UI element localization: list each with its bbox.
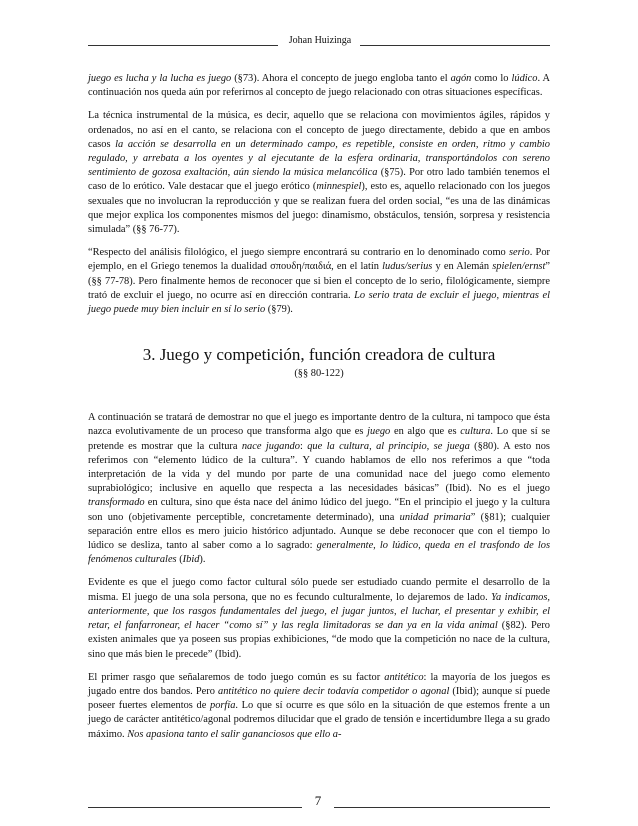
text-run: : la mayoría de los juegos es jugado entre dos bandos. Pero (88, 671, 551, 697)
emphasis: Lo serio trata de excluir el juego, mientras el juego puede muy bien incluir en sí lo serio (88, 289, 550, 316)
emphasis: ludus/serius (382, 261, 433, 273)
emphasis: transformado (88, 497, 145, 509)
emphasis: Ibid (182, 554, 200, 566)
text-run: : (299, 440, 308, 452)
text-run: (§82). Pero existen animales que ya poseen sus propias exhibiciones, “de modo que la competición no nace de la cultura, sino que más bien le precede” (Ibid). (88, 620, 550, 660)
paragraph (88, 109, 550, 237)
paragraph (88, 671, 550, 742)
running-header (88, 33, 550, 49)
text-run: como lo (471, 73, 512, 84)
emphasis: antitético no quiere decir todavía competidor o agonal (218, 685, 450, 697)
emphasis: cultura (460, 426, 491, 438)
text-run: A continuación se tratará de demostrar no que el juego es importante dentro de la cultura, ni tampoco que ésta nazca evolutivamente de un proceso que transforma algo que es (88, 412, 550, 438)
text-run: . Por ejemplo, en el Griego tenemos la dualidad σπουδη/παιδιά, en el latín (88, 247, 550, 273)
text-run: en algo que es (390, 426, 461, 438)
paragraph (88, 72, 550, 100)
footer-rule-left (88, 807, 302, 808)
footer-rule-right (334, 807, 550, 808)
text-run: . A continuación nos queda aún por referirnos al concepto de juego relacionado con otras situaciones específicas. (88, 73, 550, 99)
emphasis: la acción se desarrolla en un determinado campo, es repetible, consiste en orden, ritmo y cambio regulado, y arrebata a los oyentes y al ejecutante de la esfera ordinaria, transportándolos con sereno sentimiento de gozosa exaltación, aún siendo la música melancólica (88, 138, 550, 179)
section-reference: (§§ 80-122) (294, 368, 344, 380)
emphasis: lúdico (511, 73, 538, 84)
emphasis: generalmente, lo lúdico, queda en el trasfondo de los fenómenos culturales (88, 540, 550, 566)
text-run: . Lo que sí se pretende es mostrar que la cultura (88, 426, 550, 452)
emphasis: nace jugando (241, 440, 300, 452)
page-footer (88, 792, 550, 810)
text-run: y en Alemán (432, 261, 493, 273)
emphasis: juego (367, 426, 391, 438)
text-run: ). (199, 554, 206, 566)
text-run: Evidente es que el juego como factor cultural sólo puede ser estudiado cuando permite el desarrollo de la misma. El juego de una sola persona, que no es fecundo culturalmente, lo dejaremos de lado. (88, 577, 550, 603)
text-run: ” (§§ 77-78). Pero finalmente hemos de reconocer que si bien el concepto de lo serio, filológicamente, siempre trató de excluir el juego, no ocurre así en dirección contraria. (88, 261, 550, 301)
text-run: (§75). Por otro lado también tenemos el caso de lo erótico. Vale destacar que el juego erótico ( (88, 167, 550, 193)
emphasis: antitético (384, 671, 424, 683)
text-run: La técnica instrumental de la música, es decir, aquello que se relaciona con movimientos ágiles, rápidos y ordenados, no así en el canto, se relaciona con el concepto de juego directamente, debido a que en ambos casos (88, 110, 550, 150)
text-run: . Lo que sí ocurre es que sólo en la situación de que estemos frente a un juego de carácter antitético/agonal podremos dilucidar que el grado de tensión e incertidumbre llega a su grado máximo. (88, 700, 551, 740)
emphasis: Ya indicamos, anteriormente, que los rasgos fundamentales del juego, el jugar juntos, el luchar, el presentar y exhibir, el retar, el fanfarronear, el hacer “como sí” y las regla limitadoras se dan ya en la vida animal (88, 591, 550, 632)
emphasis: que la cultura, al principio, se juega (307, 440, 470, 452)
emphasis: agón (450, 73, 472, 84)
text-run: El primer rasgo que señalaremos de todo juego común es su factor (88, 671, 385, 683)
emphasis: serio (508, 247, 530, 259)
emphasis: juego es lucha y la lucha es juego (88, 73, 232, 84)
emphasis: spielen/ernst (492, 261, 546, 273)
paragraph (88, 576, 550, 661)
page-number: 7 (314, 793, 322, 808)
paragraph (88, 246, 550, 317)
emphasis: unidad primaria (399, 511, 471, 523)
header-rule-right (360, 45, 550, 46)
section-heading: 3. Juego y competición, función creadora de cultura (142, 345, 496, 365)
text-run: en cultura, sino que ésta nace del ánimo lúdico del juego. “En el principio el juego y la cultura son uno (objetivamente perceptible, concretamente determinado), una (88, 497, 550, 523)
text-run: ” (§81); cualquier separación entre ellos es mero juicio histórico adjuntado. Aunque se debe reconocer que con el tiempo lo lúdico se desliza, tanto al saber como a lo sagrado: (88, 511, 550, 552)
header-rule-left (88, 45, 278, 46)
emphasis: porfía (210, 700, 236, 712)
emphasis: minnespiel (316, 181, 362, 193)
paragraph (88, 411, 550, 567)
text-run: ( (176, 554, 183, 566)
text-run: (Ibid); aunque sí puede poseer fuertes elementos de (88, 685, 550, 712)
text-run: ), esto es, aquello relacionado con los juegos sexuales que no involucran la reproducción y que se realizan fuera del orden social, “es una de las dinámicas que mejor explica los componentes mismos del juego: dinamismo, obstáculos, tensión, sorpresa y resistencia simulada” (§§ 76-77). (88, 181, 550, 236)
text-run: (§73). Ahora el concepto de juego engloba tanto el (231, 73, 451, 84)
header-author: Johan Huizinga (288, 35, 352, 46)
page-body (88, 72, 550, 751)
text-run: (§80). A esto nos referimos con “elemento lúdico de la cultura”. Y cuando hablamos de ello nos referimos a que “toda interpretación de la vida y del mundo por parte de una comunidad nace del juego como elemento suprabiológico; inclusive en aquello que respecta a las necesidades básicas” (Ibid). No es el juego (88, 440, 550, 495)
text-run: (§79). (265, 304, 293, 316)
emphasis: Nos apasiona tanto el salir gananciosos que ello a- (127, 728, 342, 740)
text-run: “Respecto del análisis filológico, el juego siempre encontrará su contrario en lo denominado como (88, 247, 509, 259)
